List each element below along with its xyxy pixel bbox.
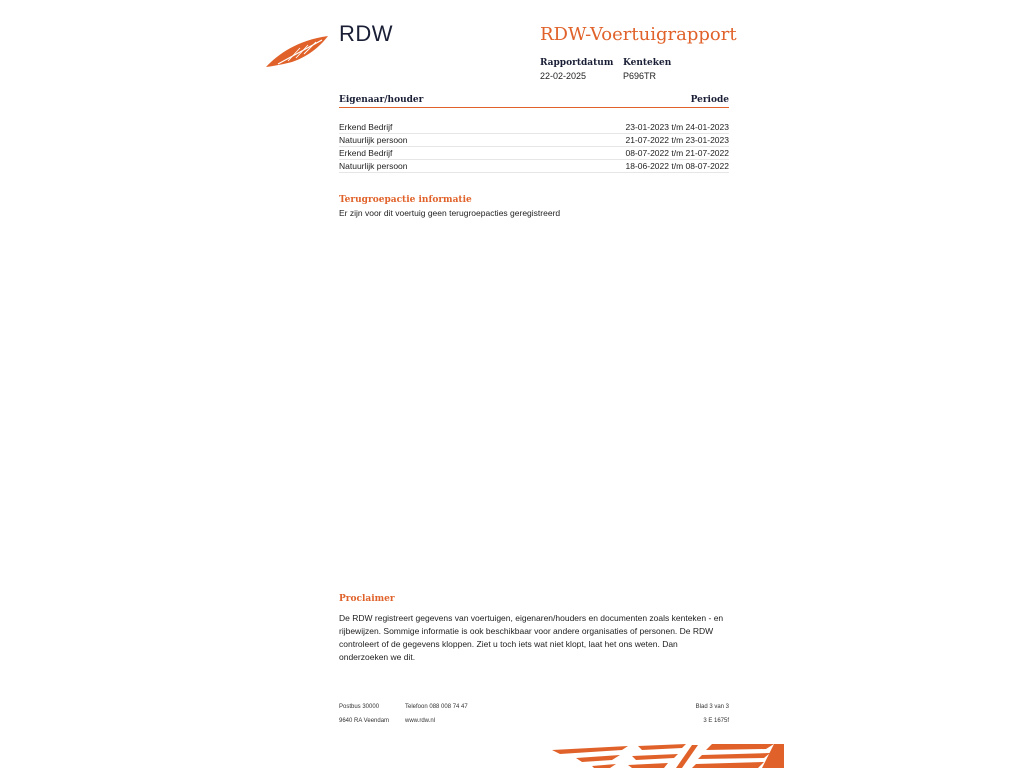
report-title: RDW-Voertuigrapport xyxy=(540,24,737,45)
table-row xyxy=(339,121,729,134)
period-column-header: Periode xyxy=(690,95,729,105)
decorative-stripes-icon xyxy=(552,744,784,768)
footer-website-link[interactable]: www.rdw.nl xyxy=(405,718,436,724)
table-row xyxy=(339,147,729,160)
recall-text: Er zijn voor dit voertuig geen terugroepacties geregistreerd xyxy=(339,208,561,218)
period-cell: 23-01-2023 t/m 24-01-2023 xyxy=(494,121,729,134)
table-row xyxy=(339,160,729,173)
brand-name: RDW xyxy=(339,21,394,46)
period-cell: 21-07-2022 t/m 23-01-2023 xyxy=(494,134,729,147)
rdw-feather-logo-icon xyxy=(264,34,330,70)
footer-phone: Telefoon 088 008 74 47 xyxy=(405,704,468,710)
table-row xyxy=(339,134,729,147)
footer-page-number: Blad 3 van 3 xyxy=(695,704,729,710)
footer-code: 3 E 1675f xyxy=(703,718,729,724)
owner-cell: Erkend Bedrijf xyxy=(339,121,494,134)
owner-column-header: Eigenaar/houder xyxy=(339,95,424,105)
footer-postbus: Postbus 30000 xyxy=(339,704,380,710)
report-date-value: 22-02-2025 xyxy=(540,71,587,81)
owner-cell: Erkend Bedrijf xyxy=(339,147,494,160)
report-date-label: Rapportdatum xyxy=(540,58,614,68)
owner-history-table xyxy=(339,121,729,173)
proclaimer-title: Proclaimer xyxy=(339,594,395,604)
owner-cell: Natuurlijk persoon xyxy=(339,134,494,147)
period-cell: 18-06-2022 t/m 08-07-2022 xyxy=(494,160,729,173)
period-cell: 08-07-2022 t/m 21-07-2022 xyxy=(494,147,729,160)
header-divider xyxy=(339,107,729,108)
footer-city: 9640 RA Veendam xyxy=(339,718,390,724)
owner-cell: Natuurlijk persoon xyxy=(339,160,494,173)
plate-label: Kenteken xyxy=(623,58,672,68)
proclaimer-text: De RDW registreert gegevens van voertuigen, eigenaren/houders en documenten zoals kenteken - en rijbewijzen. Sommige informatie is ook beschikbaar voor andere organisaties of personen. De RDW controleert of de gegevens kloppen. Ziet u toch iets wat niet klopt, laat het ons weten. Dan onderzoeken we dit. xyxy=(339,613,724,662)
plate-value: P696TR xyxy=(623,71,657,81)
recall-section-title: Terugroepactie informatie xyxy=(339,195,472,205)
